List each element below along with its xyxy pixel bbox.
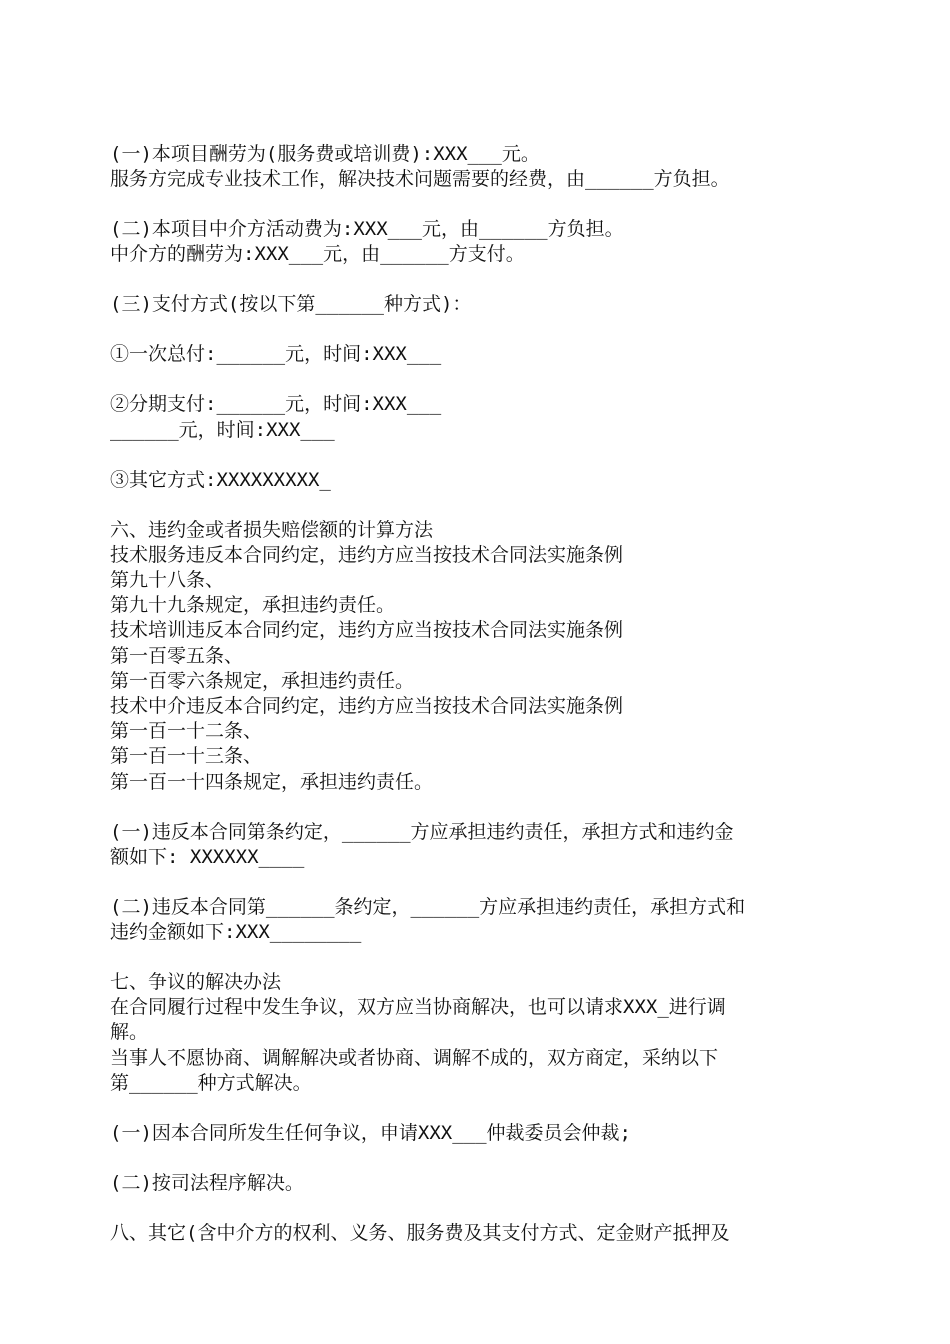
text-line: 违约金额如下:XXX________ (110, 921, 362, 944)
text-line: (三)支付方式(按以下第______种方式)： (110, 293, 472, 316)
paragraph-gap (110, 870, 840, 895)
paragraph-gap (110, 795, 840, 820)
text-line: 技术服务违反本合同约定，违约方应当按技术合同法实施条例 (110, 543, 624, 566)
text-line: 六、违约金或者损失赔偿额的计算方法 (110, 518, 434, 541)
text-line: 八、其它(含中介方的权利、义务、服务费及其支付方式、定金财产抵押及 (110, 1221, 730, 1244)
paragraph-gap (110, 1096, 840, 1121)
paragraph-gap (110, 443, 840, 468)
text-line: (一)本项目酬劳为(服务费或培训费):XXX___元。 (110, 143, 540, 165)
text-line: ③其它方式:XXXXXXXXX_ (110, 468, 331, 491)
paragraph-gap (110, 493, 840, 518)
text-line: 第一百零五条、 (110, 644, 244, 667)
paragraph-gap (110, 192, 840, 217)
text-line: 第一百一十三条、 (110, 745, 263, 768)
text-line: (一)因本合同所发生任何争议，申请XXX___仲裁委员会仲裁; (110, 1121, 631, 1144)
document-body (110, 142, 840, 1246)
text-line: 第九十八条、 (110, 569, 225, 592)
text-line: 第______种方式解决。 (110, 1071, 312, 1094)
text-line: ______元，时间:XXX___ (110, 418, 335, 441)
text-line: 第一百一十二条、 (110, 720, 263, 743)
paragraph-gap (110, 1146, 840, 1171)
paragraph-gap (110, 1196, 840, 1221)
text-line: 解。 (110, 1021, 149, 1044)
text-line: ②分期支付:______元，时间:XXX___ (110, 393, 442, 416)
text-line: 第一百一十四条规定，承担违约责任。 (110, 770, 434, 793)
text-line: 中介方的酬劳为:XXX___元，由______方支付。 (110, 243, 525, 266)
text-line: (二)违反本合同第______条约定，______方应承担违约责任，承担方式和 (110, 895, 746, 918)
text-line: 第九十九条规定，承担违约责任。 (110, 594, 396, 617)
text-line: (二)按司法程序解决。 (110, 1171, 304, 1194)
text-line: 当事人不愿协商、调解解决或者协商、调解不成的，双方商定，采纳以下 (110, 1046, 719, 1069)
text-line: (二)本项目中介方活动费为:XXX___元，由______方负担。 (110, 218, 624, 241)
text-line: 在合同履行过程中发生争议，双方应当协商解决，也可以请求XXX_进行调 (110, 996, 726, 1019)
paragraph-gap (110, 368, 840, 393)
text-line: ①一次总付:______元，时间:XXX___ (110, 343, 442, 366)
text-line: 额如下: XXXXXX____ (110, 845, 305, 868)
paragraph-gap (110, 318, 840, 343)
text-line: 服务方完成专业技术工作，解决技术问题需要的经费，由______方负担。 (110, 168, 730, 191)
paragraph-gap (110, 945, 840, 970)
text-line: 七、争议的解决办法 (110, 971, 282, 994)
text-line: 技术培训违反本合同约定，违约方应当按技术合同法实施条例 (110, 619, 624, 642)
paragraph-gap (110, 268, 840, 293)
text-line: (一)违反本合同第条约定，______方应承担违约责任，承担方式和违约金 (110, 820, 734, 843)
text-line: 技术中介违反本合同约定，违约方应当按技术合同法实施条例 (110, 695, 624, 718)
text-line: 第一百零六条规定，承担违约责任。 (110, 669, 415, 692)
